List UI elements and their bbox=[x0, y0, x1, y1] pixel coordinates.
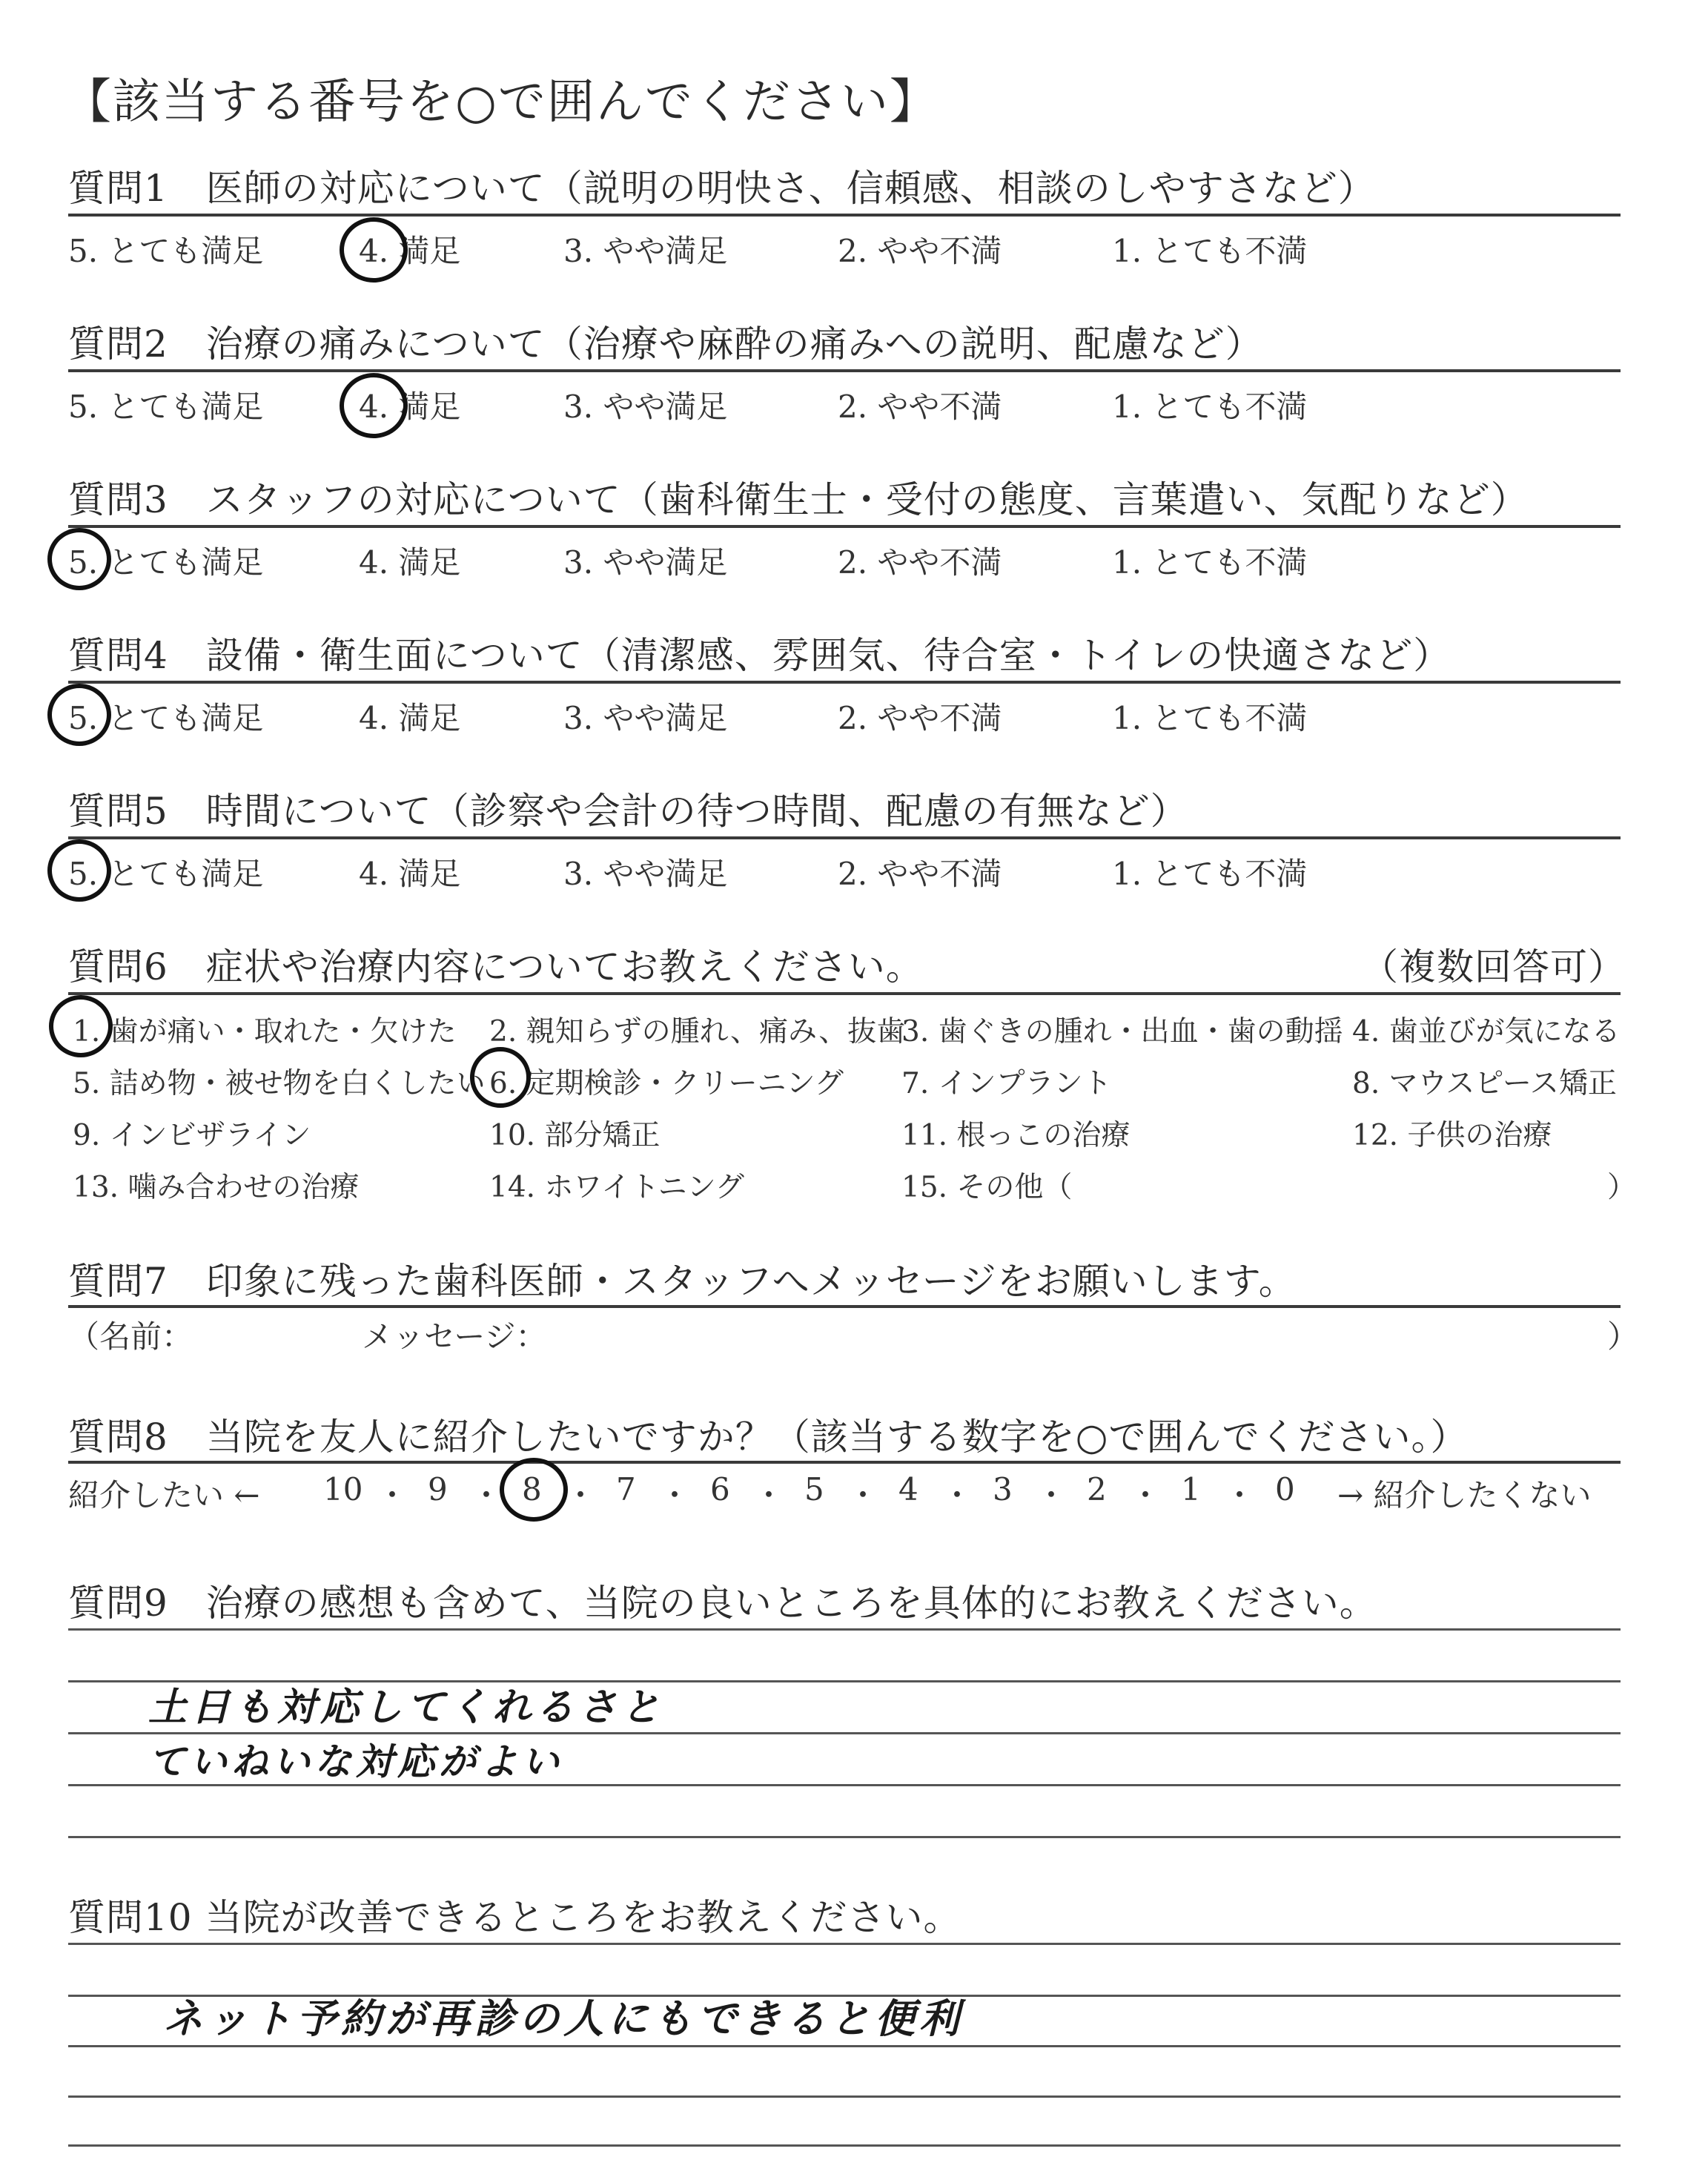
question-4-title: 質問4 設備・衛生面について（清潔感、雰囲気、待合室・トイレの快適さなど） bbox=[68, 634, 1452, 677]
option-2[interactable]: 2. やや不満 bbox=[838, 233, 1002, 269]
scale-separator: ・ bbox=[377, 1477, 408, 1513]
answer-line bbox=[68, 1628, 1621, 1631]
divider bbox=[68, 992, 1621, 995]
scale-separator: ・ bbox=[471, 1477, 503, 1513]
option-5[interactable]: 5. とても満足 bbox=[68, 700, 264, 736]
scale-separator: ・ bbox=[847, 1477, 879, 1513]
scale-separator: ・ bbox=[1130, 1477, 1162, 1513]
scale-separator: ・ bbox=[659, 1477, 691, 1513]
scale-separator: ・ bbox=[941, 1477, 973, 1513]
option-2[interactable]: 2. やや不満 bbox=[838, 389, 1002, 425]
divider bbox=[68, 214, 1621, 217]
selection-circle bbox=[340, 217, 408, 283]
divider bbox=[68, 1305, 1621, 1308]
q6-option-1[interactable]: 1. 歯が痛い・取れた・欠けた bbox=[73, 1015, 457, 1048]
question-8-title: 質問8 当院を友人に紹介したいですか？（該当する数字を○で囲んでください。） bbox=[68, 1416, 1469, 1459]
option-1[interactable]: 1. とても不満 bbox=[1112, 544, 1308, 581]
option-5[interactable]: 5. とても満足 bbox=[68, 233, 264, 269]
message-close-paren: ） bbox=[1607, 1318, 1639, 1355]
selection-circle bbox=[49, 995, 113, 1057]
scale-value-1[interactable]: 1 bbox=[1181, 1471, 1201, 1507]
option-2[interactable]: 2. やや不満 bbox=[838, 544, 1002, 581]
q6-option-9[interactable]: 9. インビザライン bbox=[73, 1119, 311, 1152]
q6-other-close-paren: ） bbox=[1607, 1171, 1637, 1204]
option-4[interactable]: 4. 満足 bbox=[359, 233, 461, 269]
scale-value-8[interactable]: 8 bbox=[522, 1471, 542, 1507]
option-5[interactable]: 5. とても満足 bbox=[68, 389, 264, 425]
handwritten-answer-line: ネット予約が再診の人にもできると便利 bbox=[163, 1995, 964, 2042]
option-5[interactable]: 5. とても満足 bbox=[68, 544, 264, 581]
scale-separator: ・ bbox=[1224, 1477, 1256, 1513]
option-3[interactable]: 3. やや満足 bbox=[563, 544, 728, 581]
selection-circle bbox=[340, 373, 408, 438]
option-4[interactable]: 4. 満足 bbox=[359, 389, 461, 425]
message-label: メッセージ： bbox=[362, 1318, 547, 1355]
option-4[interactable]: 4. 満足 bbox=[359, 856, 461, 892]
option-3[interactable]: 3. やや満足 bbox=[563, 389, 728, 425]
q6-option-12[interactable]: 12. 子供の治療 bbox=[1352, 1119, 1552, 1152]
option-1[interactable]: 1. とても不満 bbox=[1112, 700, 1308, 736]
selection-circle bbox=[47, 839, 111, 902]
scale-right-label: → 紹介したくない bbox=[1337, 1477, 1592, 1513]
answer-line bbox=[68, 2144, 1621, 2147]
form-title: 【該当する番号を○で囲んでください】 bbox=[64, 75, 939, 130]
handwritten-answer-line: ていねいな対応がよい bbox=[148, 1740, 563, 1783]
q6-option-5[interactable]: 5. 詰め物・被せ物を白くしたい bbox=[73, 1067, 486, 1100]
scale-value-5[interactable]: 5 bbox=[804, 1471, 824, 1507]
divider bbox=[68, 369, 1621, 372]
option-1[interactable]: 1. とても不満 bbox=[1112, 233, 1308, 269]
question-5-title: 質問5 時間について（診察や会計の待つ時間、配慮の有無など） bbox=[68, 790, 1188, 833]
option-2[interactable]: 2. やや不満 bbox=[838, 856, 1002, 892]
question-9-title: 質問9 治療の感想も含めて、当院の良いところを具体的にお教えください。 bbox=[68, 1582, 1377, 1625]
option-1[interactable]: 1. とても不満 bbox=[1112, 389, 1308, 425]
divider bbox=[68, 1461, 1621, 1464]
selection-circle bbox=[47, 528, 111, 590]
q6-option-4[interactable]: 4. 歯並びが気になる bbox=[1352, 1015, 1621, 1048]
multiple-answer-note: （複数回答可） bbox=[1361, 945, 1626, 988]
scale-separator: ・ bbox=[1036, 1477, 1068, 1513]
option-4[interactable]: 4. 満足 bbox=[359, 544, 461, 581]
question-1-title: 質問1 医師の対応について（説明の明快さ、信頼感、相談のしやすさなど） bbox=[68, 167, 1376, 210]
divider bbox=[68, 681, 1621, 684]
scale-value-7[interactable]: 7 bbox=[616, 1471, 636, 1507]
q6-option-3[interactable]: 3. 歯ぐきの腫れ・出血・歯の動揺 bbox=[901, 1015, 1343, 1048]
scale-separator: ・ bbox=[753, 1477, 785, 1513]
option-3[interactable]: 3. やや満足 bbox=[563, 856, 728, 892]
q6-option-13[interactable]: 13. 噛み合わせの治療 bbox=[73, 1171, 360, 1204]
scale-value-3[interactable]: 3 bbox=[993, 1471, 1013, 1507]
selection-circle bbox=[500, 1458, 568, 1522]
q6-option-11[interactable]: 11. 根っこの治療 bbox=[901, 1119, 1131, 1152]
answer-line bbox=[68, 2045, 1621, 2047]
q6-option-7[interactable]: 7. インプラント bbox=[901, 1067, 1112, 1100]
selection-circle bbox=[470, 1047, 531, 1108]
scale-value-0[interactable]: 0 bbox=[1275, 1471, 1295, 1507]
q6-option-6[interactable]: 6. 定期検診・クリーニング bbox=[489, 1067, 844, 1100]
divider bbox=[68, 525, 1621, 528]
scale-value-10[interactable]: 10 bbox=[323, 1471, 363, 1507]
option-1[interactable]: 1. とても不満 bbox=[1112, 856, 1308, 892]
answer-line bbox=[68, 1943, 1621, 1945]
q6-option-8[interactable]: 8. マウスピース矯正 bbox=[1352, 1067, 1617, 1100]
q6-option-2[interactable]: 2. 親知らずの腫れ、痛み、抜歯 bbox=[489, 1015, 906, 1048]
question-10-title: 質問10 当院が改善できるところをお教えください。 bbox=[68, 1896, 961, 1939]
q6-option-10[interactable]: 10. 部分矯正 bbox=[489, 1119, 661, 1152]
scale-value-4[interactable]: 4 bbox=[898, 1471, 918, 1507]
q6-option-15[interactable]: 15. その他（ bbox=[901, 1171, 1073, 1204]
question-6-title: 質問6 症状や治療内容についてお教えください。 bbox=[68, 945, 924, 988]
divider bbox=[68, 836, 1621, 839]
question-7-title: 質問7 印象に残った歯科医師・スタッフへメッセージをお願いします。 bbox=[68, 1260, 1297, 1303]
option-3[interactable]: 3. やや満足 bbox=[563, 700, 728, 736]
option-5[interactable]: 5. とても満足 bbox=[68, 856, 264, 892]
answer-line bbox=[68, 1836, 1621, 1838]
handwritten-answer-line: 土日も対応してくれるさと bbox=[148, 1685, 665, 1730]
scale-value-9[interactable]: 9 bbox=[428, 1471, 448, 1507]
name-label: （名前： bbox=[68, 1318, 193, 1355]
selection-circle bbox=[47, 684, 111, 746]
question-2-title: 質問2 治療の痛みについて（治療や麻酔の痛みへの説明、配慮など） bbox=[68, 323, 1263, 366]
question-3-title: 質問3 スタッフの対応について（歯科衛生士・受付の態度、言葉遣い、気配りなど） bbox=[68, 478, 1529, 521]
option-3[interactable]: 3. やや満足 bbox=[563, 233, 728, 269]
scale-value-2[interactable]: 2 bbox=[1087, 1471, 1107, 1507]
option-2[interactable]: 2. やや不満 bbox=[838, 700, 1002, 736]
q6-option-14[interactable]: 14. ホワイトニング bbox=[489, 1171, 744, 1204]
scale-left-label: 紹介したい ← bbox=[68, 1477, 260, 1513]
option-4[interactable]: 4. 満足 bbox=[359, 700, 461, 736]
scale-value-6[interactable]: 6 bbox=[710, 1471, 730, 1507]
scale-separator: ・ bbox=[565, 1477, 597, 1513]
answer-line bbox=[68, 2095, 1621, 2098]
